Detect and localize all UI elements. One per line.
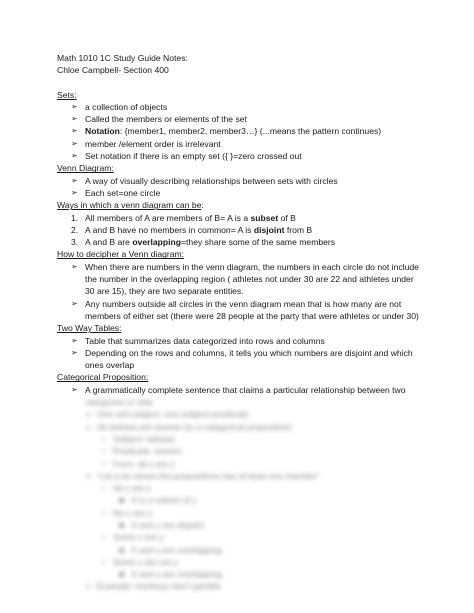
blurred-item-text: X is a subset of y [131, 495, 197, 506]
numbered-item-text [85, 224, 427, 236]
blurred-item-text: All x are y [113, 483, 151, 494]
list-item [57, 101, 427, 113]
list-item-text-line: 30 are 15), they are two separate entities. [85, 286, 244, 297]
list-item-text-line: the number in the overlapping region ( athletes not under 30 are 22 and athletes under [85, 274, 414, 285]
blurred-item-text: "Let a be where the propositions has at least one member" [97, 470, 320, 481]
blurred-item-text: X and y are overlapping [131, 569, 222, 580]
arrow-bullet-icon: ➢ [71, 384, 78, 394]
blurred-bullet-icon: ○ [101, 507, 107, 518]
arrow-bullet-icon: ➢ [71, 187, 78, 197]
blurred-item-text: Some x are y [113, 532, 164, 543]
blurred-item-text: Subject: widows [113, 433, 175, 444]
list-item [57, 261, 427, 298]
blurred-bullet-icon: ○ [101, 532, 107, 543]
arrow-bullet-icon: ➢ [71, 347, 78, 357]
numbered-item-text [85, 212, 427, 224]
venn-heading: Venn Diagram: [57, 163, 114, 174]
arrow-bullet-icon: ➢ [71, 261, 78, 271]
arrow-bullet-icon: ➢ [71, 175, 78, 185]
blurred-bullet-icon: ○ [101, 458, 107, 469]
text-run: All members of A are members of B= A is a [85, 212, 251, 223]
blurred-list-item [85, 408, 427, 420]
list-item-text: Each set=one circle [85, 187, 161, 198]
blurred-list-item [101, 458, 427, 470]
list-item [57, 347, 427, 372]
sets-heading: Sets: [57, 89, 77, 100]
text-run: from B [284, 224, 313, 235]
text-run: of B [278, 212, 296, 223]
blurred-item-text: Predicate: women [113, 446, 182, 457]
numbered-item-text [85, 236, 427, 248]
doc-author: Chloe Campbell- Section 400 [57, 65, 169, 76]
blurred-list-item [119, 568, 427, 580]
list-item-text: A way of visually describing relationships between sets with circles [85, 175, 338, 186]
arrow-bullet-icon: ➢ [71, 138, 78, 148]
list-item-text: Called the members or elements of the set [85, 114, 247, 125]
twoway-heading: Two Way Tables: [57, 323, 122, 334]
blurred-bullet-icon: ➢ [85, 409, 93, 420]
blurred-list-item [101, 507, 427, 519]
doc-title: Math 1010 1C Study Guide Notes: [57, 53, 188, 63]
decipher-heading: How to decipher a Venn diagram: [57, 249, 185, 260]
blurred-list-item [119, 519, 427, 531]
arrow-bullet-icon: ➢ [71, 151, 78, 161]
item-number: 1. [71, 212, 79, 223]
list-item-text: Table that summarizes data categorized into rows and columns [85, 335, 325, 346]
list-item-text: member /element order is irrelevant [85, 138, 221, 149]
list-item-text: Set notation if there is an empty set ({ }=zero crossed out [85, 151, 302, 162]
list-item [57, 384, 427, 396]
blurred-item-text: X and y are disjoint [131, 519, 205, 530]
disjoint-term: disjoint [253, 224, 285, 235]
list-item-text [85, 125, 427, 137]
blurred-bullet-icon: ➢ [85, 421, 93, 432]
item-number: 3. [71, 237, 79, 248]
blurred-item-text: All widows are women (is a categorical proposition) [97, 421, 292, 432]
blurred-list-item [85, 421, 427, 433]
list-item-text-line: Any numbers outside all circles in the venn diagram mean that is how many are not [85, 298, 402, 309]
overlapping-term: overlapping [132, 237, 182, 248]
list-item [57, 187, 427, 199]
blurred-bullet-icon: ■ [119, 544, 125, 555]
list-item [57, 335, 427, 347]
text-run: A and B have no members in common= A is [85, 224, 254, 235]
list-item-text-line: Depending on the rows and columns, it tells you which numbers are disjoint and which [85, 347, 413, 358]
blurred-bullet-icon: ○ [101, 483, 107, 494]
numbered-item [57, 212, 427, 224]
blurred-bullet-icon: ○ [101, 556, 107, 567]
notation-definition: : {member1, member2, member3…} (...means the pattern continues) [119, 126, 382, 137]
list-item [57, 298, 427, 323]
list-item [57, 125, 427, 137]
arrow-bullet-icon: ➢ [71, 335, 78, 345]
blurred-item-text: No x are y [113, 507, 153, 518]
numbered-item [57, 236, 427, 248]
categorical-heading: Categorical Proposition: [57, 372, 149, 383]
subset-term: subset [250, 212, 279, 223]
list-item-text-line: When there are numbers in the venn diagram, the numbers in each circle do not include [85, 261, 419, 272]
blurred-preview-region [57, 396, 427, 593]
list-item-text-line: members of either set (there were 28 people at the party that were athletes or under 30) [85, 310, 419, 321]
blurred-bullet-icon: ○ [101, 446, 107, 457]
arrow-bullet-icon: ➢ [71, 114, 78, 124]
blurred-list-item [101, 482, 427, 494]
blurred-bullet-icon: ➢ [85, 470, 93, 481]
blurred-item-text: Form: all x are y [113, 458, 175, 469]
blurred-item-text: X and y are overlapping [131, 544, 222, 555]
blurred-list-item [85, 580, 427, 592]
blurred-bullet-icon: ■ [119, 495, 125, 506]
list-item [57, 175, 427, 187]
blurred-list-item [119, 544, 427, 556]
blurred-item-text: One set=subject, one subject=predicate [97, 409, 249, 420]
numbered-item [57, 224, 427, 236]
blurred-bullet-icon: ➢ [85, 581, 93, 592]
blurred-list-item [101, 433, 427, 445]
blurred-bullet-icon: ○ [101, 433, 107, 444]
blurred-list-item [101, 445, 427, 457]
blurred-item-text: Example: monkeys don't gamble [97, 581, 221, 592]
blurred-list-item [101, 556, 427, 568]
blurred-list [57, 408, 427, 592]
blurred-bullet-icon: ■ [119, 519, 125, 530]
blurred-list-item [85, 470, 427, 482]
list-item [57, 150, 427, 162]
ways-heading-colon: : [201, 200, 204, 211]
list-item-text-line: ones overlap [85, 360, 135, 371]
list-item-text-line: A grammatically complete sentence that claims a particular relationship between two [85, 384, 406, 395]
arrow-bullet-icon: ➢ [71, 126, 78, 136]
text-run: A and B are [85, 237, 133, 248]
blurred-item-text: Some x are not y [113, 556, 178, 567]
ways-heading-line [57, 199, 427, 211]
arrow-bullet-icon: ➢ [71, 298, 78, 308]
notation-term: Notation [85, 126, 120, 137]
arrow-bullet-icon: ➢ [71, 101, 78, 111]
blurred-list-item [101, 531, 427, 543]
ways-heading: Ways in which a venn diagram can be [57, 200, 202, 211]
text-run: =they share some of the same members [181, 237, 336, 248]
study-guide-notes [57, 52, 427, 593]
blurred-line: categories or sets [85, 397, 153, 408]
blurred-bullet-icon: ■ [119, 569, 125, 580]
list-item [57, 113, 427, 125]
item-number: 2. [71, 224, 79, 235]
list-item [57, 138, 427, 150]
list-item-text: a collection of objects [85, 101, 168, 112]
blurred-list-item [119, 494, 427, 506]
